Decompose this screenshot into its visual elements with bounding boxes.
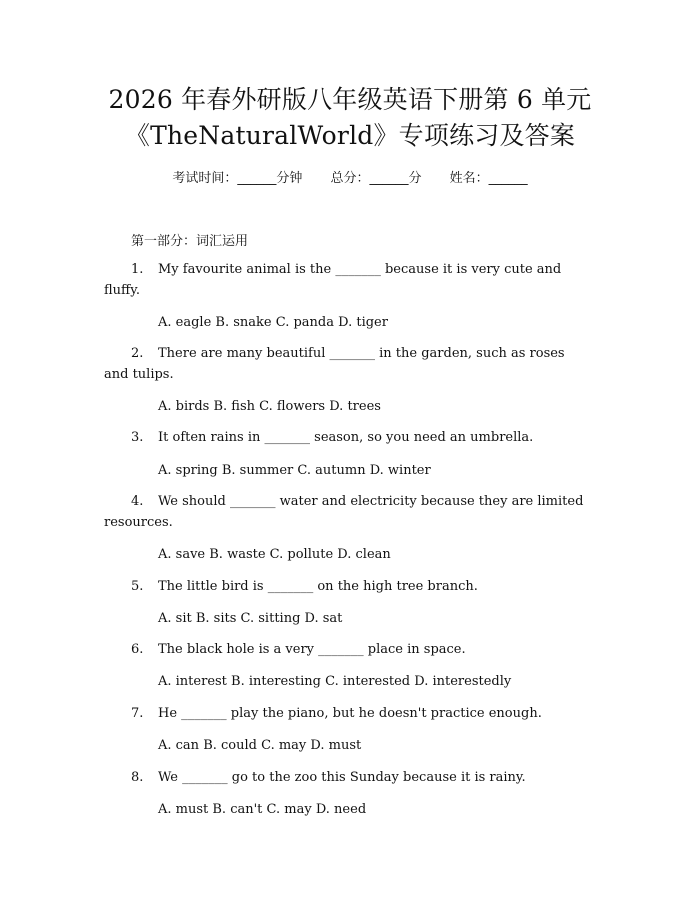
question-text-continued: fluffy.: [104, 283, 141, 298]
total-score-field: 总分：______分: [330, 171, 422, 186]
student-name-field: 姓名：______: [449, 171, 528, 186]
question-text: We _______ go to the zoo this Sunday because it is rainy.: [158, 770, 526, 785]
question-text: The little bird is _______ on the high tree branch.: [158, 579, 478, 594]
document-title-line-1: 2026 年春外研版八年级英语下册第 6 单元: [108, 85, 592, 114]
answer-options: A. must B. can't C. may D. need: [158, 802, 367, 817]
answer-options: A. interest B. interesting C. interested D. interestedly: [158, 674, 512, 689]
question-number: 2.: [131, 346, 144, 361]
question-text: The black hole is a very _______ place in space.: [158, 642, 466, 657]
exam-time-field: 考试时间：______分钟: [172, 171, 303, 186]
question-text: It often rains in _______ season, so you need an umbrella.: [158, 430, 534, 445]
question-number: 5.: [131, 579, 144, 594]
answer-options: A. birds B. fish C. flowers D. trees: [158, 399, 381, 414]
question-number: 3.: [131, 430, 144, 445]
answer-options: A. eagle B. snake C. panda D. tiger: [158, 315, 388, 330]
question-number: 6.: [131, 642, 144, 657]
answer-options: A. save B. waste C. pollute D. clean: [158, 547, 391, 562]
answer-options: A. sit B. sits C. sitting D. sat: [158, 611, 343, 626]
question-text: We should _______ water and electricity because they are limited: [158, 494, 584, 509]
answer-options: A. can B. could C. may D. must: [158, 738, 362, 753]
question-text-continued: and tulips.: [104, 367, 174, 382]
question-text: He _______ play the piano, but he doesn't practice enough.: [158, 706, 542, 721]
question-text-continued: resources.: [104, 515, 173, 530]
exam-info-line: [0, 167, 700, 186]
question-number: 8.: [131, 770, 144, 785]
answer-options: A. spring B. summer C. autumn D. winter: [158, 463, 431, 478]
question-text: My favourite animal is the _______ because it is very cute and: [158, 262, 562, 277]
question-number: 1.: [131, 262, 144, 277]
section-title: 第一部分：词汇运用: [131, 234, 249, 249]
question-number: 7.: [131, 706, 144, 721]
document-title-line-2: 《TheNaturalWorld》专项练习及答案: [124, 121, 576, 150]
question-text: There are many beautiful _______ in the garden, such as roses: [158, 346, 565, 361]
question-number: 4.: [131, 494, 144, 509]
